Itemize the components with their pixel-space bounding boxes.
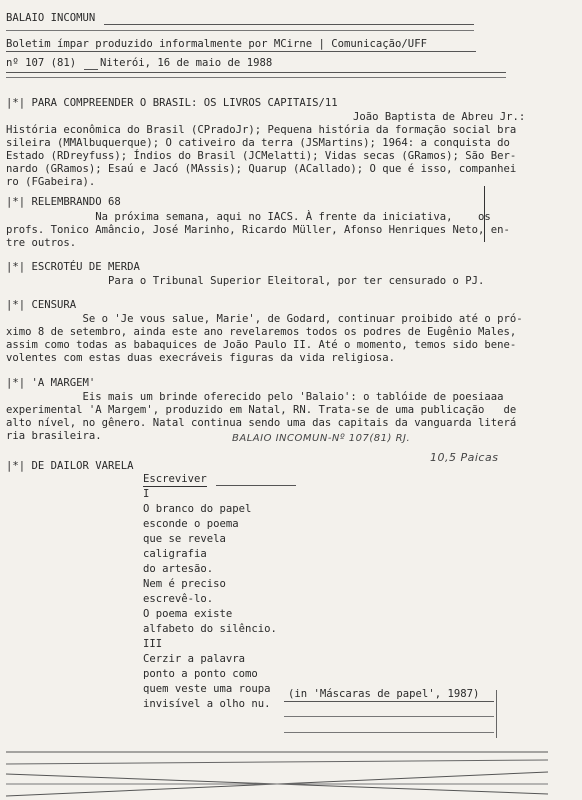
issue-number: nº 107 (81) bbox=[6, 57, 77, 69]
poem-line: O branco do papel bbox=[143, 503, 252, 515]
poem-title: Escreviver bbox=[143, 473, 207, 485]
poem-line: que se revela bbox=[143, 533, 226, 545]
section-author: João Baptista de Abreu Jr.: bbox=[353, 111, 526, 123]
section-line: Estado (RDreyfuss); Índios do Brasil (JCMelatti); Vidas secas (GRamos); São Ber- bbox=[6, 150, 517, 162]
section-line: assim como todas as babaquices de João Paulo II. Até o momento, temos sido bene- bbox=[6, 339, 517, 351]
section-line: experimental 'A Margem', produzido em Natal, RN. Trata-se de uma publicação de bbox=[6, 404, 517, 416]
poem-line: caligrafia bbox=[143, 548, 207, 560]
bulletin-subtitle: Boletim ímpar produzido informalmente por MCirne | Comunicação/UFF bbox=[6, 38, 427, 50]
section-line: Eis mais um brinde oferecido pelo 'Balaio': o tablóide de poesiaaa bbox=[6, 391, 504, 403]
section-heading-relembrando: |*| RELEMBRANDO 68 bbox=[6, 196, 121, 208]
section-line: Se o 'Je vous salue, Marie', de Godard, continuar proibido até o pró- bbox=[6, 313, 523, 325]
poem-line: alfabeto do silêncio. bbox=[143, 623, 277, 635]
section-line: profs. Tonico Amâncio, José Marinho, Ricardo Müller, Afonso Henriques Neto, en- bbox=[6, 224, 510, 236]
section-line: sileira (MMAlbuquerque); O cativeiro da terra (JSMartins); 1964: a conquista do bbox=[6, 137, 510, 149]
section-line: Para o Tribunal Superior Eleitoral, por ter censurado o PJ. bbox=[6, 275, 485, 287]
poem-line: escrevê-lo. bbox=[143, 593, 214, 605]
section-line: ximo 8 de setembro, ainda este ano revelaremos todos os podres de Eugênio Males, bbox=[6, 326, 517, 338]
poem-line: esconde o poema bbox=[143, 518, 239, 530]
place-date: Niterói, 16 de maio de 1988 bbox=[100, 57, 273, 69]
poem-line: Cerzir a palavra bbox=[143, 653, 246, 665]
section-line: ro (FGabeira). bbox=[6, 176, 96, 188]
section-line: alto nível, no gênero. Natal continua sendo uma das capitais da vanguarda literá bbox=[6, 417, 517, 429]
section-line: volentes com estas duas execráveis figuras da vida religiosa. bbox=[6, 352, 396, 364]
poem-line: do artesão. bbox=[143, 563, 214, 575]
poem-line: I bbox=[143, 488, 150, 500]
section-heading-dailor: |*| DE DAILOR VARELA bbox=[6, 460, 134, 472]
section-line: Na próxima semana, aqui no IACS. À frente da iniciativa, os bbox=[6, 211, 491, 223]
section-line: História econômica do Brasil (CPradoJr); Pequena história da formação social bra bbox=[6, 124, 517, 136]
section-heading-censura: |*| CENSURA bbox=[6, 299, 77, 311]
poem-line: invisível a olho nu. bbox=[143, 698, 271, 710]
poem-line: Nem é preciso bbox=[143, 578, 226, 590]
section-heading-margem: |*| 'A MARGEM' bbox=[6, 377, 96, 389]
section-line: nardo (GRamos); Esaú e Jacó (MAssis); Quarup (ACallado); O que é isso, companhei bbox=[6, 163, 517, 175]
bulletin-title: BALAIO INCOMUN bbox=[6, 12, 96, 24]
poem-line: O poema existe bbox=[143, 608, 233, 620]
section-heading-escroteu: |*| ESCROTÉU DE MERDA bbox=[6, 261, 140, 273]
poem-line: ponto a ponto como bbox=[143, 668, 258, 680]
handwritten-note: BALAIO INCOMUN-Nº 107(81) RJ. bbox=[232, 433, 411, 444]
poem-line: III bbox=[143, 638, 163, 650]
poem-line: quem veste uma roupa bbox=[143, 683, 271, 695]
section-line: ria brasileira. bbox=[6, 430, 102, 442]
handwritten-note: 10,5 Paicas bbox=[430, 451, 499, 464]
section-heading-livros: |*| PARA COMPREENDER O BRASIL: OS LIVROS CAPITAIS/11 bbox=[6, 97, 338, 109]
poem-source: (in 'Máscaras de papel', 1987) bbox=[288, 688, 480, 700]
section-line: tre outros. bbox=[6, 237, 77, 249]
